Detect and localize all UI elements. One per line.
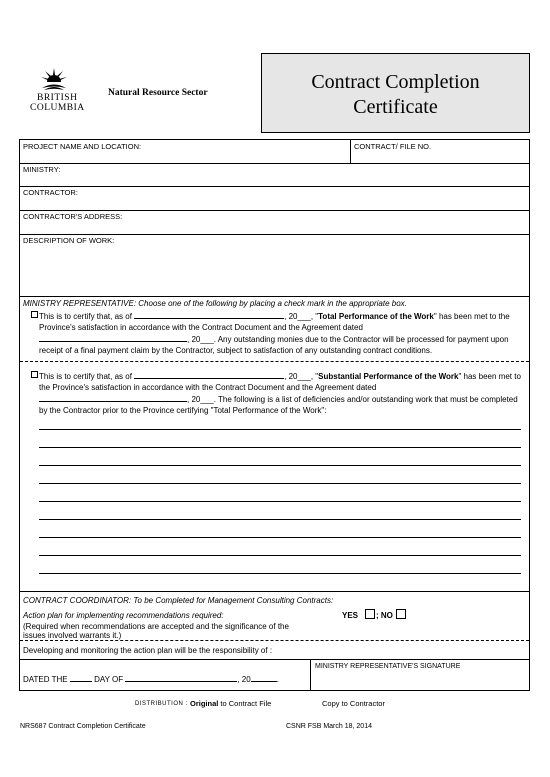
no-label: ; NO <box>376 611 393 620</box>
coordinator-divider <box>20 640 529 641</box>
contractor-label: CONTRACTOR: <box>23 188 78 197</box>
dated-text: DATED THE DAY OF , 20 . <box>23 675 279 684</box>
description-field[interactable] <box>20 234 529 296</box>
deficiency-line[interactable] <box>39 465 521 466</box>
page-title-line2: Certificate <box>353 96 438 118</box>
deficiency-line[interactable] <box>39 483 521 484</box>
footer-agency-date: CSNR FSB March 18, 2014 <box>286 723 372 730</box>
distribution-label: DISTRIBUTION : <box>135 701 188 707</box>
contractor-field[interactable] <box>20 186 529 210</box>
action-plan-note-2: issues involved warrants it.) <box>23 631 122 640</box>
bc-logo <box>26 66 86 120</box>
logo-text-columbia: COLUMBIA <box>30 103 85 113</box>
ministry-label: MINISTRY: <box>23 165 61 174</box>
no-checkbox[interactable] <box>396 609 406 619</box>
title-box <box>261 53 530 133</box>
deficiency-line[interactable] <box>39 447 521 448</box>
deficiency-line[interactable] <box>39 501 521 502</box>
sector-name: Natural Resource Sector <box>108 88 208 98</box>
bc-sun-mountain-icon <box>39 66 69 90</box>
contract-file-label: CONTRACT/ FILE NO. <box>354 142 432 151</box>
signature-field[interactable] <box>311 659 529 690</box>
action-plan-label: Action plan for implementing recommendations required: <box>23 611 224 620</box>
substantial-performance-text: This is to certify that, as of , 20___, "Substantial Performance of the Work" has been met to the Province's satisfaction in accordance with the Contract Document and the Agreement dated , 20___. The following is a list of deficiencies and/or outstanding work that must be completed by the Contractor prior to the Province certifying "Total Performance of the Work": <box>39 372 521 415</box>
signature-label: MINISTRY REPRESENTATIVE'S SIGNATURE <box>315 663 461 670</box>
dated-field[interactable] <box>20 659 311 690</box>
logo-text-british: BRITISH <box>37 93 78 103</box>
contractor-address-label: CONTRACTOR'S ADDRESS: <box>23 212 123 221</box>
deficiency-line[interactable] <box>39 537 521 538</box>
action-plan-note-1: (Required when recommendations are accepted and the significance of the <box>23 622 289 631</box>
responsibility-label: Developing and monitoring the action plan will be the responsibility of : <box>23 646 273 655</box>
deficiency-line[interactable] <box>39 555 521 556</box>
deficiency-line[interactable] <box>39 429 521 430</box>
distribution-original: Original to Contract File <box>190 699 272 708</box>
yes-checkbox[interactable] <box>365 609 375 619</box>
contractor-address-field[interactable] <box>20 210 529 234</box>
distribution-copy: Copy to Contractor <box>322 699 385 708</box>
description-label: DESCRIPTION OF WORK: <box>23 236 115 245</box>
project-label: PROJECT NAME AND LOCATION: <box>23 142 142 151</box>
form-number: NRS687 Contract Completion Certificate <box>20 723 146 730</box>
form-main <box>19 139 530 691</box>
deficiency-line[interactable] <box>39 519 521 520</box>
page-title-line1: Contract Completion <box>311 71 480 93</box>
ministry-rep-instruction: MINISTRY REPRESENTATIVE: Choose one of the following by placing a check mark in the appropriate box. <box>23 299 407 308</box>
total-performance-text: This is to certify that, as of , 20___, "Total Performance of the Work" has been met to the Province's satisfaction in accordance with the Contract Document and the Agreement dated , 20___. Any outstanding monies due to the Contractor will be processed for payment upon receipt of a final payment claim by the Contractor, subject to satisfaction of any outstanding contract conditions. <box>39 312 510 355</box>
ministry-field[interactable] <box>20 163 529 186</box>
coordinator-heading: CONTRACT COORDINATOR: To be Completed for Management Consulting Contracts: <box>23 596 334 605</box>
section-divider <box>20 361 529 362</box>
deficiency-line[interactable] <box>39 573 521 574</box>
contract-file-field[interactable] <box>351 140 529 163</box>
substantial-performance-checkbox[interactable] <box>31 371 38 378</box>
yes-label: YES <box>342 611 359 620</box>
total-performance-checkbox[interactable] <box>31 311 38 318</box>
project-field[interactable] <box>20 140 351 163</box>
